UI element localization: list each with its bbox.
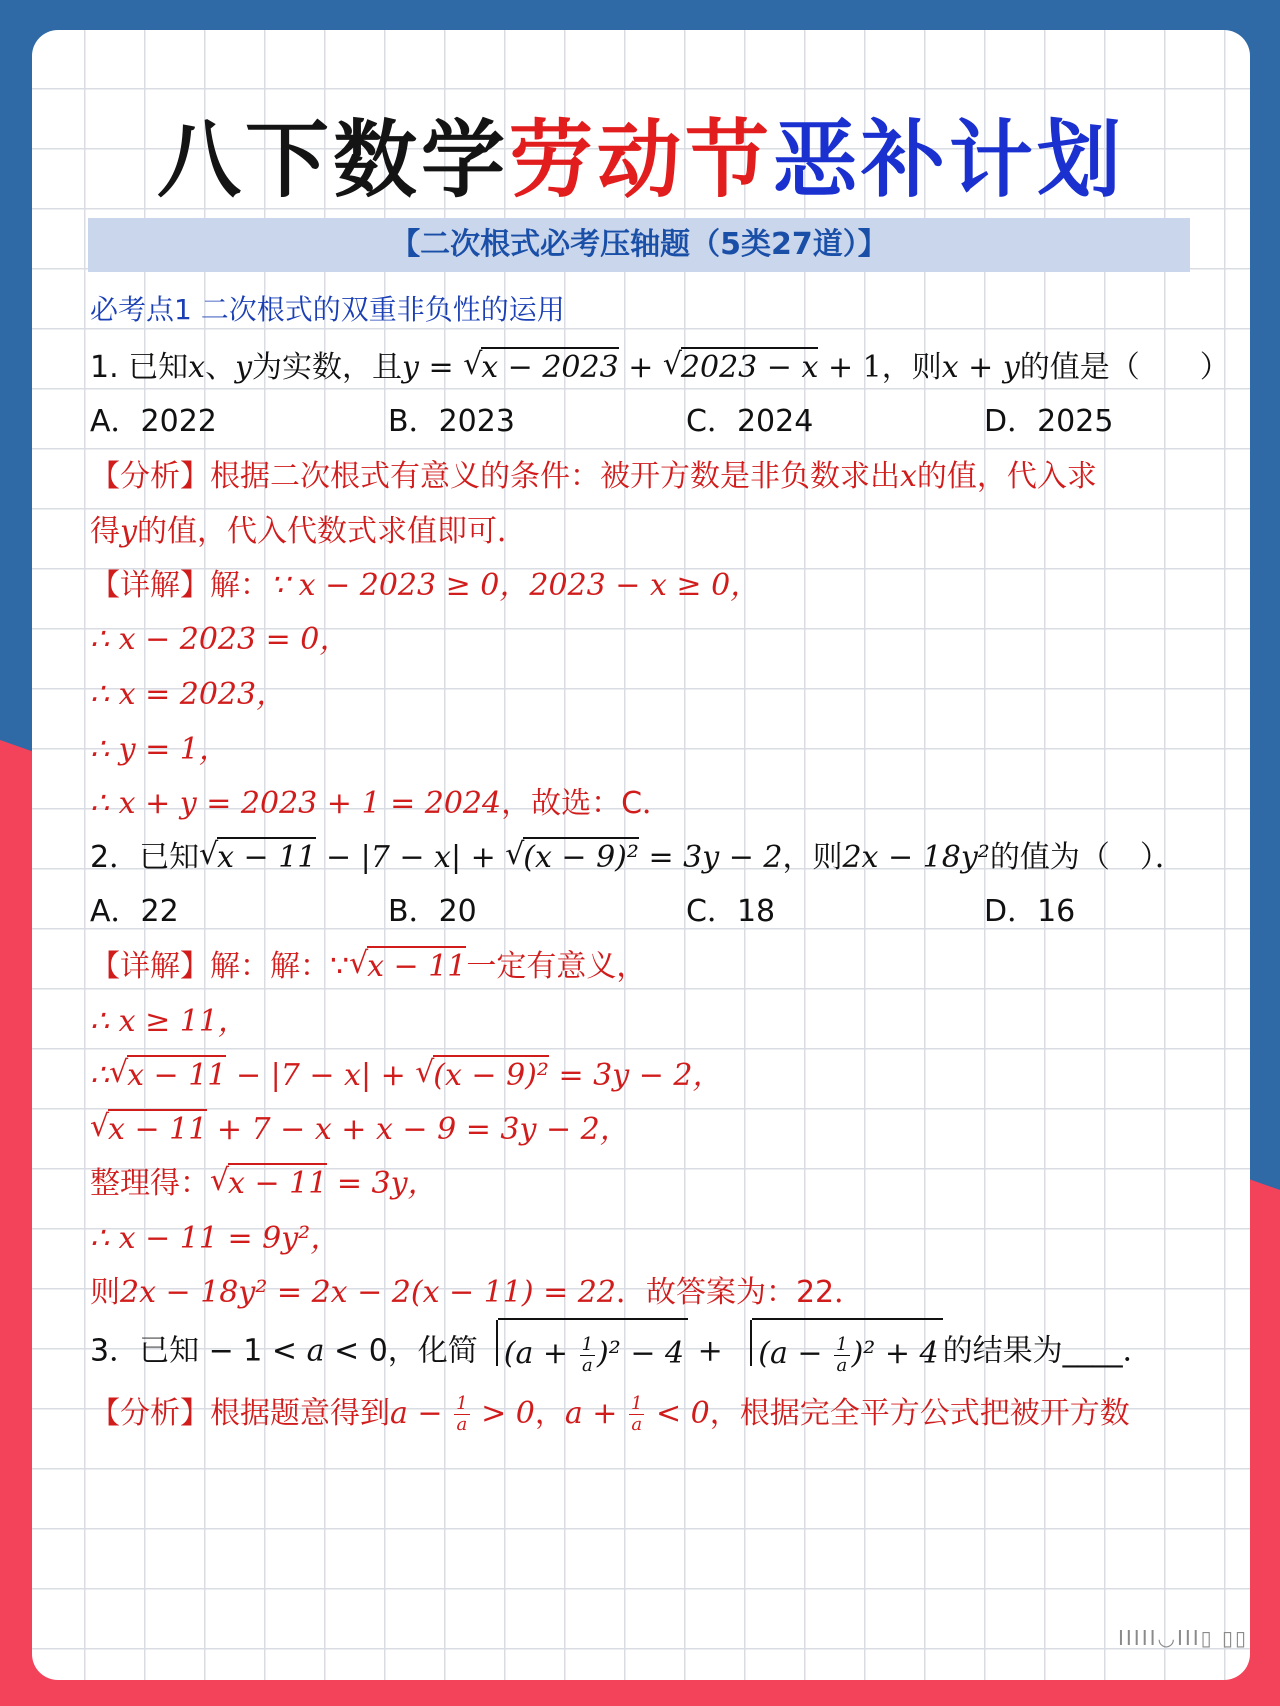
q2-solution-line6: ∴ x − 11 = 9y²， <box>90 1221 341 1256</box>
q1-radical-1: √ x − 2023 <box>463 350 618 385</box>
q2-solution-line7: 则2x − 18y² = 2x − 2(x − 11) = 22．故答案为：22． <box>90 1275 865 1310</box>
q2-solution-line5: 整理得：√ x − 11 = 3y， <box>90 1158 1220 1202</box>
q2-option-b: B．20 <box>388 894 477 929</box>
q2-question: 2．已知√ x − 11 − |7 − x| + √ (x − 9)² = 3y − 2，则2x − 18y²的值为（ ）． <box>90 832 1220 876</box>
q2-solution-line1: 【详解】解：解：∵√ x − 11一定有意义， <box>90 941 1220 985</box>
q1-solution-line2: ∴ x − 2023 = 0， <box>90 622 350 657</box>
topic-banner: 【二次根式必考压轴题（5类27道）】 <box>88 218 1190 272</box>
section-title: 必考点1 二次根式的双重非负性的运用 <box>90 293 565 326</box>
title-part2: 劳动节 <box>508 111 773 209</box>
q2-solution-line4: √ x − 11 + 7 − x + x − 9 = 3y − 2， <box>90 1104 1220 1148</box>
q2-option-d: D．16 <box>984 894 1076 929</box>
q1-radical-2: √ 2023 − x <box>663 350 818 385</box>
q2-radical-2: √ (x − 9)² <box>505 840 639 875</box>
q1-option-c: C．2024 <box>686 404 814 439</box>
title-part1: 八下数学 <box>156 111 509 209</box>
q1-analysis-line1: 【分析】根据二次根式有意义的条件：被开方数是非负数求出x的值，代入求 <box>90 459 1097 494</box>
q2-solution-line3: ∴√ x − 11 − |7 − x| + √ (x − 9)² = 3y − 2， <box>90 1050 1220 1094</box>
q1-analysis-line2: 得y的值，代入代数式求值即可． <box>90 514 527 549</box>
q1-option-a: A．2022 <box>90 404 217 439</box>
q3-radical-1: (a + $\frac{1}{a}$ )² − 4 <box>478 1318 688 1386</box>
q2-option-a: A．22 <box>90 894 179 929</box>
q1-solution-line4: ∴ y = 1， <box>90 732 229 767</box>
q1-solution-line1: 【详解】解：∵ x − 2023 ≥ 0，2023 − x ≥ 0， <box>90 568 761 603</box>
document-card <box>32 30 1250 1680</box>
q1-question: 1. 已知x、y为实数，且y = √ x − 2023 + √ 2023 − x + 1，则x + y的值是（ ） <box>90 342 1220 386</box>
q1-solution-line3: ∴ x = 2023， <box>90 677 287 712</box>
q3-question: 3．已知 − 1 < a < 0，化简 (a + $\frac{1}{a}$ )² − 4 + (a − $\frac{1}{a}$ )² + 4 的结果为____． <box>90 1318 1220 1382</box>
q2-option-c: C．18 <box>686 894 776 929</box>
q3-radical-2: (a − $\frac{1}{a}$ )² + 4 <box>732 1318 942 1386</box>
q3-analysis-line1: 【分析】根据题意得到a − $\frac{1}{a}$ > 0，a + $\frac{1}{a}$ < 0，根据完全平方公式把被开方数 <box>90 1393 1130 1435</box>
q1-solution-line5: ∴ x + y = 2023 + 1 = 2024，故选：C． <box>90 786 673 821</box>
title-part3: 恶补计划 <box>773 111 1126 209</box>
page-title <box>32 111 1250 209</box>
q2-solution-line2: ∴ x ≥ 11， <box>90 1004 248 1039</box>
q2-radical-1: √ x − 11 <box>199 840 316 875</box>
q1-option-b: B．2023 <box>388 404 515 439</box>
footer-icons: IIIII◡III▯ ▯▯ <box>1118 1626 1249 1650</box>
q1-option-d: D．2025 <box>984 404 1114 439</box>
